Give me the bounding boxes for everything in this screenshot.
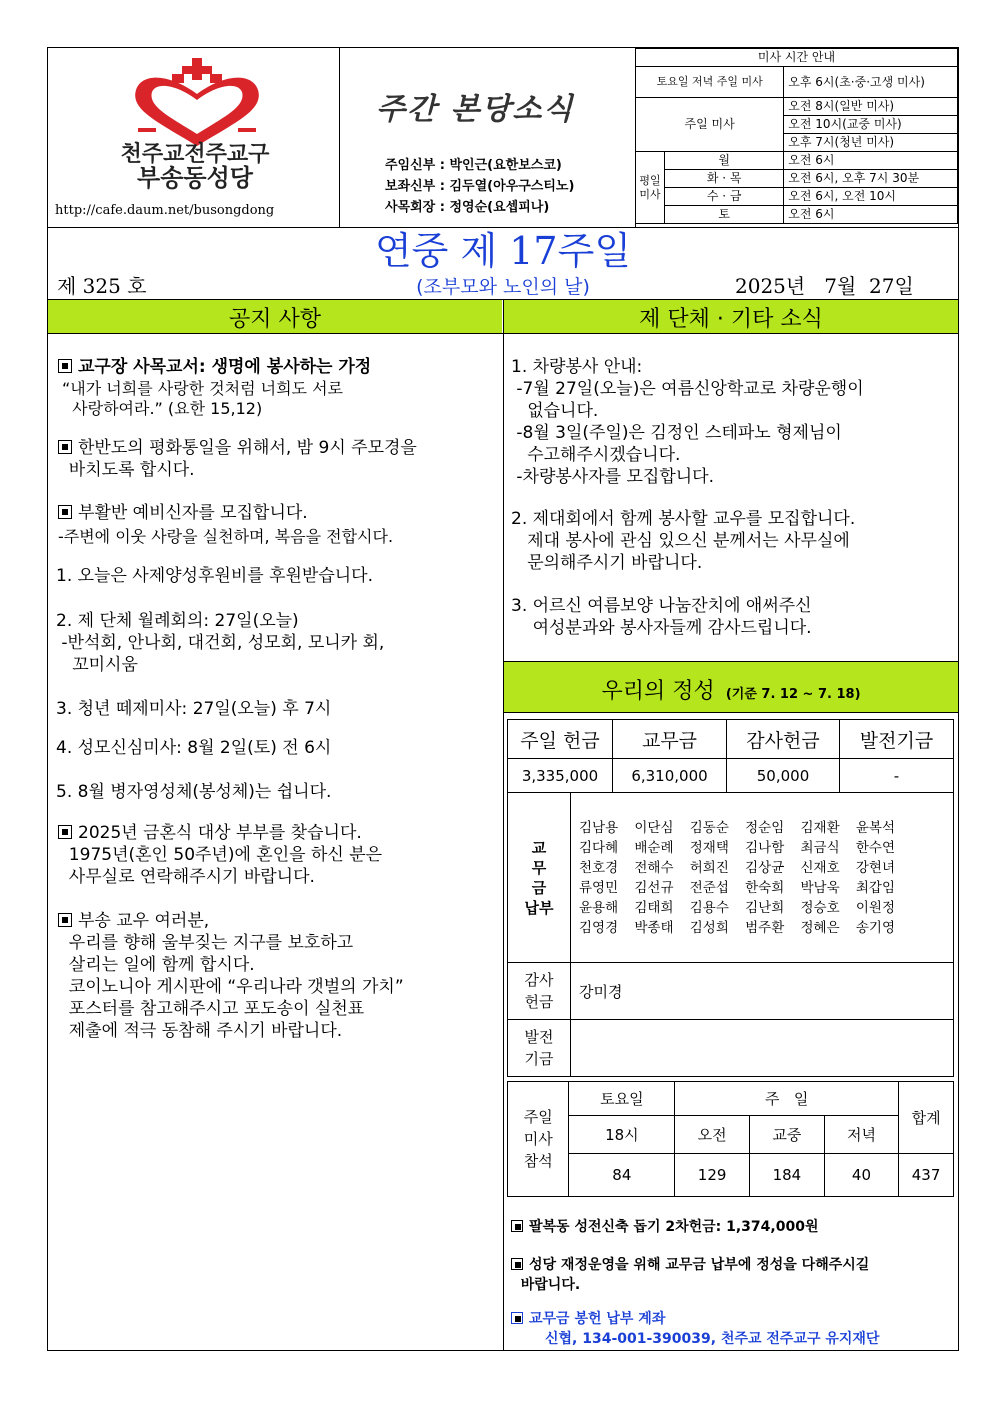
staff-role: 사목회장 [385,200,436,215]
header-divider-1 [339,47,340,227]
attendance-slot: 저녁 [824,1116,898,1154]
attendance-saturday-header: 토요일 [569,1082,675,1116]
notice-subtext: -주변에 이웃 사랑을 실천하며, 복음을 전합시다. [58,527,394,546]
notice-text: 교구장 사목교서: 생명에 봉사하는 가정 [78,357,372,377]
attendance-total-header: 합계 [899,1082,954,1154]
attendance-count: 184 [750,1154,825,1197]
staff-role: 주임신부 [385,158,436,173]
logo-text [100,142,290,190]
attendance-slot: 18시 [569,1116,675,1154]
offering-table [507,719,954,1077]
weekday-mass-label: 평일미사 [636,152,665,224]
offering-col-header: 주일 헌금 [508,720,613,759]
offering-value: 6,310,000 [613,759,727,793]
checkbox-square-icon [58,825,72,839]
attendance-count: 129 [675,1154,750,1197]
offering-value: - [840,759,954,793]
notice-item [58,437,417,481]
footer-note-text: 성당 재정운영을 위해 교무금 납부에 정성을 다해주시길 바랍니다. [520,1257,870,1293]
notice-item [58,910,404,1042]
column-divider [503,299,504,1351]
website-link[interactable]: http://cafe.daum.net/busongdong [55,203,275,218]
mass-schedule-title: 미사 시간 안내 [636,49,958,67]
attendance-sunday-header: 주 일 [675,1082,899,1116]
sunday-mass-time: 오후 7시(청년 미사) [784,134,958,152]
development-label: 발전 기금 [508,1020,571,1077]
checkbox-square-icon [58,359,72,373]
thanks-label: 감사 헌금 [508,963,571,1020]
development-names [571,1020,954,1077]
checkbox-square-icon [511,1312,523,1324]
weekday-day: 월 [665,152,784,170]
offering-period: (기준 7. 12 ~ 7. 18) [725,687,861,702]
notice-numbered: 3. 청년 떼제미사: 27일(오늘) 후 7시 [56,699,332,719]
group-news-item: 3. 어르신 여름보양 나눔잔치에 애써주신 여성분과와 봉사자들께 감사드립니다. [511,596,812,638]
notice-text: 부송 교우 여러분, 우리를 향해 울부짖는 지구를 보호하고 살리는 일에 함께 합시다. 코이노니아 게시판에 “우리나라 갯벌의 가치” 포스터를 참고해주시고 포도송이 실천표 제출에 적극 동참해 주시기 바랍니다. [68,911,404,1041]
staff-name: 정영순(요셉피나) [449,200,550,215]
offering-col-header: 교무금 [613,720,727,759]
attendance-total: 437 [899,1154,954,1197]
offering-col-header: 감사헌금 [727,720,840,759]
attendance-label: 주일 미사 참석 [508,1082,569,1197]
staff-name: 박인근(요한보스코) [449,158,562,173]
notice-item [58,503,308,524]
logo-text-line1: 천주교전주교구 [120,141,270,167]
attendance-count: 40 [824,1154,898,1197]
weekday-time: 오전 6시 [784,152,958,170]
dues-names: 김남용 이단심 김동순 정순임 김재환 윤복석 김다혜 배순례 정재택 김나함 최금식 한수연 천호경 전해수 허희진 김상균 신재호 강현녀 류영민 김선규 전준섭 한숙희 박남욱 최갑임 윤용해 김태희 김용수 김난희 정승호 이원정 김영경 박종태 김성희 범주환 정혜은 송기영 [571,793,954,963]
sunday-mass-time: 오전 8시(일반 미사) [784,98,958,116]
checkbox-square-icon [58,913,72,927]
staff-name: 김두열(아우구스티노) [449,179,575,194]
attendance-slot: 오전 [675,1116,750,1154]
footer-note [511,1217,818,1238]
issue-date: 2025년 7월 27일 [735,274,914,298]
notices-heading: 공지 사항 [228,307,321,332]
mass-schedule-table [635,48,958,224]
staff-row: 사목회장 : 정영순(요셉피나) [385,200,550,215]
attendance-count: 84 [569,1154,675,1197]
thanks-names: 강미경 [571,963,954,1020]
weekday-time: 오전 6시, 오전 10시 [784,188,958,206]
group-news-item: 1. 차량봉사 안내: -7월 27일(오늘)은 여름신앙학교로 차량운행이 없습니다. -8월 3일(주일)은 김정인 스테파노 형제님이 수고해주시겠습니다. -차량봉사자를 모집합니다. [511,357,864,487]
weekday-day: 토 [665,206,784,224]
staff-list [385,155,574,218]
staff-role: 보좌신부 [385,179,436,194]
notice-numbered: 2. 제 단체 월례회의: 27일(오늘) -반석회, 안나회, 대건회, 성모회, 모니카 회, 꼬미시움 [56,611,385,675]
issue-subtitle: (조부모와 노인의 날) [416,276,590,298]
group-news-item: 2. 제대회에서 함께 봉사할 교우를 모집합니다. 제대 봉사에 관심 있으신 분께서는 사무실에 문의해주시기 바랍니다. [511,509,856,573]
issue-number: 제 325 호 [57,274,147,298]
checkbox-square-icon [58,505,72,519]
attendance-slot: 교중 [750,1116,825,1154]
weekday-day: 수 · 금 [665,188,784,206]
notice-numbered: 1. 오늘은 사제양성후원비를 후원받습니다. [56,566,374,586]
notice-text: 한반도의 평화통일을 위해서, 밤 9시 주모경을 바치도록 합시다. [68,438,417,480]
staff-row: 보좌신부 : 김두열(아우구스티노) [385,179,575,194]
checkbox-square-icon [511,1220,523,1232]
weekday-time: 오전 6시, 오후 7시 30분 [784,170,958,188]
offering-header [504,674,958,705]
notice-numbered: 5. 8월 병자영성체(봉성체)는 쉽니다. [56,782,332,802]
footer-note-account [511,1309,665,1329]
saturday-mass-label: 토요일 저녁 주일 미사 [636,67,784,98]
staff-row: 주임신부 : 박인근(요한보스코) [385,158,562,173]
saturday-mass-time: 오후 6시(초·중·고생 미사) [784,67,958,98]
section-rule [503,712,959,713]
footer-note [511,1255,869,1295]
offering-value: 3,335,000 [508,759,613,793]
attendance-table [507,1081,954,1197]
checkbox-square-icon [511,1258,523,1270]
issue-title: 연중 제 17주일 [374,229,632,273]
offering-value: 50,000 [727,759,840,793]
notice-text: 2025년 금혼식 대상 부부를 찾습니다. 1975년(혼인 50주년)에 혼인을 하신 분은 사무실로 연락해주시기 바랍니다. [68,823,383,887]
notice-item [58,357,371,378]
footer-note-text: 팔복동 성전신축 돕기 2차헌금: 1,374,000원 [529,1219,819,1235]
notice-numbered: 4. 성모신심미사: 8월 2일(토) 전 6시 [56,738,332,758]
notice-item [58,822,382,888]
sunday-mass-time: 오전 10시(교중 미사) [784,116,958,134]
groups-heading: 제 단체 · 기타 소식 [639,307,823,332]
logo-text-line2: 부송동성당 [137,163,253,192]
checkbox-square-icon [58,440,72,454]
account-title: 교무금 봉헌 납부 계좌 [529,1311,666,1327]
weekday-day: 화 · 목 [665,170,784,188]
notice-text: 부활반 예비신자를 모집합니다. [78,503,308,523]
offering-heading: 우리의 정성 [601,679,715,704]
account-number: 신협, 134-001-390039, 천주교 전주교구 유지재단 [545,1331,880,1347]
publication-title: 주간 본당소식 [376,92,575,127]
offering-col-header: 발전기금 [840,720,954,759]
dues-label: 교 무 금 납부 [508,793,571,963]
sunday-mass-label: 주일 미사 [636,98,784,152]
notice-quote: “내가 너희를 사랑한 것처럼 너희도 서로 사랑하여라.” (요한 15,12) [62,379,344,418]
weekday-time: 오전 6시 [784,206,958,224]
